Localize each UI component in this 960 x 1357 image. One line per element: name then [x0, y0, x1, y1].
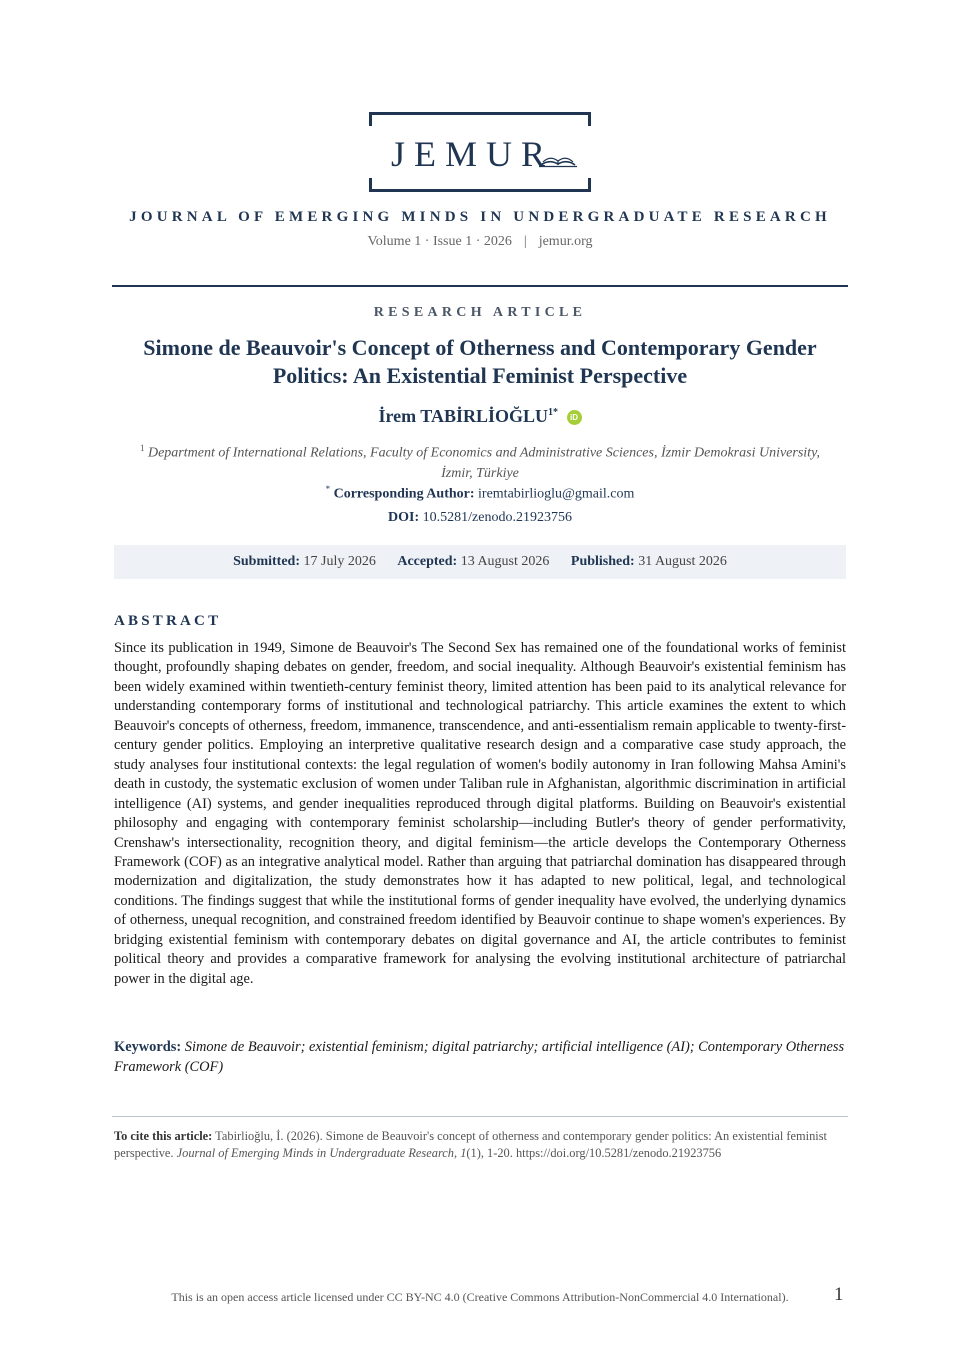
- citation-text: Tabirlioğlu, İ. (2026). Simone de Beauvoir's concept of otherness and contemporary gender politics: An existential feminist perspective.: [114, 1129, 827, 1160]
- corresponding-label: Corresponding Author:: [333, 486, 475, 502]
- keywords-text: Simone de Beauvoir; existential feminism; digital patriarchy; artificial intelligence (AI); Contemporary Otherness Framework (COF): [114, 1039, 845, 1075]
- affiliation-mark: 1: [139, 443, 145, 453]
- article-type: RESEARCH ARTICLE: [373, 305, 587, 320]
- article-title: Simone de Beauvoir's Concept of Otherness and Contemporary Gender Politics: An Existential Feminist Perspective: [143, 335, 817, 388]
- affiliation: [130, 438, 830, 484]
- journal-website-link[interactable]: jemur.org: [538, 234, 593, 249]
- corresponding-author: [0, 484, 960, 503]
- author-name: İrem TABİRLİOĞLU: [378, 406, 549, 426]
- keywords-label: Keywords:: [114, 1039, 182, 1055]
- header-divider: [112, 285, 848, 287]
- citation-label: To cite this article:: [114, 1129, 213, 1143]
- citation-tail[interactable]: (1), 1-20. https://doi.org/10.5281/zenodo.21923756: [466, 1146, 722, 1160]
- journal-logo: [369, 112, 591, 192]
- orcid-icon[interactable]: iD: [567, 410, 582, 425]
- corresponding-mark: *: [325, 484, 331, 494]
- meta-separator: |: [523, 234, 527, 249]
- journal-name: JOURNAL OF EMERGING MINDS IN UNDERGRADUATE RESEARCH: [129, 209, 831, 225]
- doi-line: [0, 510, 960, 526]
- doi-link[interactable]: 10.5281/zenodo.21923756: [422, 510, 572, 525]
- author-line: [0, 406, 960, 427]
- volume-issue: Volume 1 · Issue 1 · 2026: [367, 234, 512, 249]
- submitted-date: Submitted: 17 July 2026: [233, 554, 376, 569]
- accepted-date: Accepted: 13 August 2026: [397, 554, 550, 569]
- open-book-icon: [539, 150, 577, 168]
- logo-wordmark: JEMUR: [391, 134, 555, 174]
- dates-band: [114, 545, 846, 579]
- license-footer: This is an open access article licensed under CC BY-NC 4.0 (Creative Commons Attribution-NonCommercial 4.0 International).: [171, 1290, 789, 1304]
- author-marks: 1*: [548, 407, 559, 418]
- citation-divider: [112, 1116, 848, 1117]
- published-date: Published: 31 August 2026: [570, 554, 727, 569]
- page-number: 1: [834, 1284, 844, 1305]
- abstract-heading: ABSTRACT: [114, 613, 222, 629]
- journal-meta: [0, 234, 960, 250]
- doi-label: DOI:: [388, 510, 420, 525]
- abstract-body: Since its publication in 1949, Simone de Beauvoir's The Second Sex has remained one of the foundational works of feminist thought, profoundly shaping debates on gender, freedom, and social inequality. Although Beauvoir's existential feminism has been widely examined within twentieth-century feminist theory, limited attention has been paid to its analytical relevance for understanding contemporary forms of institutional and technological patriarchy. This article examines the extent to which Beauvoir's concepts of otherness, freedom, immanence, transcendence, and anti-essentialism remain applicable to twenty-first-century gender politics. Employing an interpretive qualitative research design and a comparative case study approach, the study analyses four institutional contexts: the legal regulation of women's bodily autonomy in Iran following Mahsa Amini's death in custody, the systematic exclusion of women under Taliban rule in Afghanistan, algorithmic discrimination in artificial intelligence (AI) systems, and gender inequalities reproduced through digital platforms. Building on Beauvoir's existential philosophy and engaging with contemporary feminist scholarship—including Butler's theory of gender performativity, Crenshaw's intersectionality, recognition theory, and digital feminism—the article develops the Contemporary Otherness Framework (COF) as an integrative analytical model. Rather than arguing that patriarchal domination has disappeared through modernization and digitalization, the study demonstrates how it has adapted to new political, legal, and technological conditions. The findings suggest that while the institutional forms of gender inequality have evolved, the underlying dynamics of otherness, unequal recognition, and constrained freedom identified by Beauvoir continue to shape women's experiences. By bridging existential feminism with contemporary debates on digital governance and AI, the article contributes to feminist political theory and provides a comparative framework for analysing the evolving institutional architecture of patriarchal power in the digital age.: [114, 640, 846, 987]
- keywords: [114, 1037, 846, 1077]
- corresponding-email-link[interactable]: iremtabirlioglu@gmail.com: [478, 486, 635, 502]
- affiliation-text: Department of International Relations, Faculty of Economics and Administrative Sciences, İzmir Demokrasi University, İzmir, Türkiye: [147, 445, 821, 481]
- citation-journal: Journal of Emerging Minds in Undergraduate Research, 1: [176, 1146, 467, 1160]
- citation-block: [114, 1128, 846, 1162]
